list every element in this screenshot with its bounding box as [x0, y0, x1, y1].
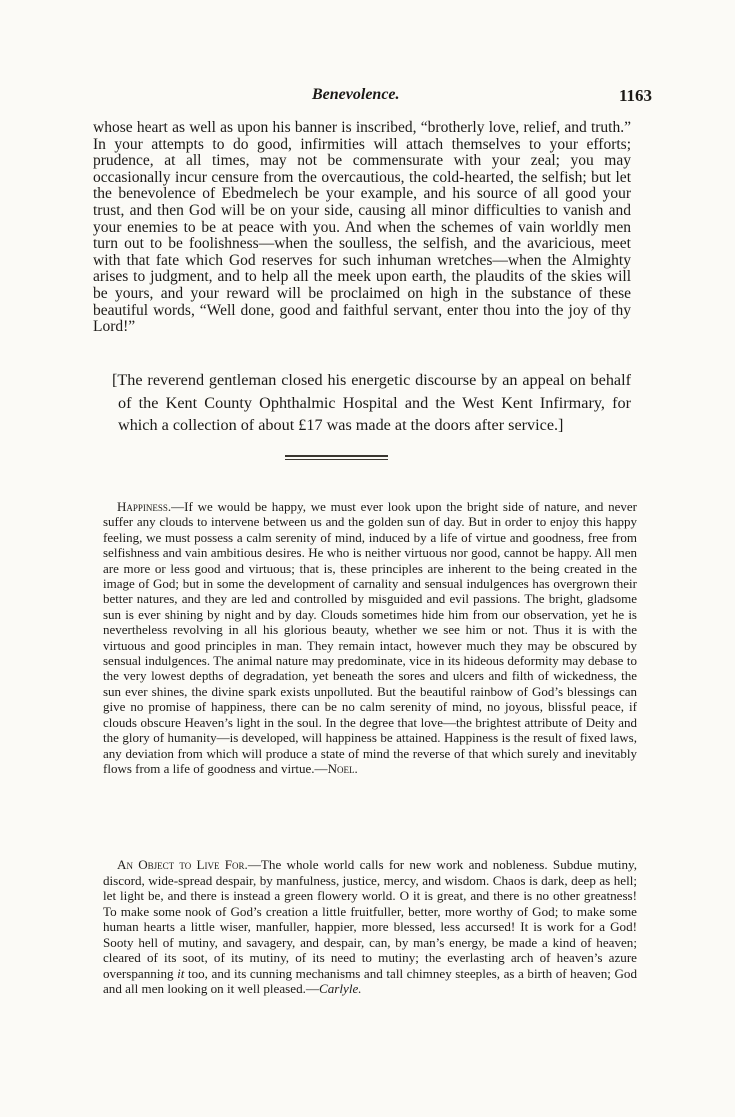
happiness-heading: Happiness. — [117, 499, 172, 514]
objective-emphasis: it — [177, 965, 185, 981]
happiness-body: —If we would be happy, we must ever look upon the bright side of nature, and never suffer any clouds to intervene between us and the golden sun of day. But in order to enjoy this happy feeling, we must possess a calm serenity of mind, induced by a life of virtue and goodness, free from selfishness and vain ambitious desires. He who is neither virtuous nor good, cannot be happy. All men are more or less good and virtuous; that is, these principles are inherent to the being created in the image of God; but in some the development of carnality and sensual indulgences has overgrown their better natures, and they are led and controlled by misguided and evil passions. The bright, gladsome sun is ever shining by night and by day. Clouds sometimes hide him from our observation, yet he is nevertheless revolving in all his glorious beauty, whether we see him or not. Thus it is with the virtuous and good principles in man. They remain intact, however much they may be obscured by sensual indulgences. The animal nature may predominate, vice in its hideous deformity may debase to the very lowest depths of degradation, yet beneath the sores and ulcers and filth of wickedness, the sun ever shines, the divine spark exists unpolluted. But the beautiful rainbow of God’s blessings can give no promise of happiness, there can be no calm serenity of mind, no joyous, blissful peace, if clouds obscure Heaven’s light in the soul. In the degree that love—the brightest attribute of Deity and the glory of humanity—is developed, will happiness be attained. Happiness is the result of fixed laws, any deviation from which will produce a state of mind the reverse of that which surely and inevitably flows from a life of goodness and virtue.— — [103, 499, 637, 776]
page-header — [90, 86, 652, 110]
object-to-live-for-article — [103, 857, 637, 997]
section-divider — [285, 455, 388, 462]
divider-line-thick — [285, 455, 388, 457]
happiness-article — [103, 499, 637, 776]
happiness-author: Noel. — [327, 760, 358, 776]
objective-author: Carlyle. — [319, 981, 362, 996]
running-title: Benevolence. — [312, 86, 400, 103]
objective-body-after: too, and its cunning mechanisms and tall chimney steeples, as a birth of heaven; God and all men looking on it well pleased.— — [103, 965, 637, 996]
sermon-conclusion — [93, 120, 631, 336]
sermon-paragraph: whose heart as well as upon his banner is inscribed, “brotherly love, relief, and truth.” In your attempts to do good, infirmities will attach themselves to your efforts; prudence, at all times, may not be commensurate with your zeal; you may occasionally incur censure from the overcautious, the cold-hearted, the selfish; but let the benevolence of Ebedmelech be your example, and his source of all good your trust, and then God will be on your side, causing all minor difficulties to vanish and your enemies to be at peace with you. And when the schemes of vain worldly men turn out to be foolishness—when the soulless, the selfish, and the avaricious, meet with that fate which God reserves for such inhuman wretches—when the Almighty arises to judgment, and to help all the meek upon earth, the plaudits of the skies will be yours, and your reward will be proclaimed on high in the substance of these beautiful words, “Well done, good and faithful servant, enter thou into the joy of thy Lord!” — [93, 119, 631, 336]
divider-line-thin — [285, 459, 388, 460]
closing-note: [The reverend gentleman closed his energetic discourse by an appeal on behalf of the Kent County Ophthalmic Hospital and the West Kent Infirmary, for which a collection of about £17 was made at the doors after service.] — [112, 371, 631, 435]
objective-heading: An Object to Live For. — [117, 857, 248, 872]
objective-body-before: —The whole world calls for new work and nobleness. Subdue mutiny, discord, wide-spread despair, by manfulness, justice, mercy, and wisdom. Chaos is dark, deep as hell; let light be, and there is instead a green flowery world. O it is great, and there is no other greatness! To make some nook of God’s creation a little fruitfuller, better, more worthy of God; to make some human hearts a little wiser, manfuller, happier, more blessed, less accursed! It is work for a God! Sooty hell of mutiny, and savagery, and despair, can, by man’s energy, be made a kind of heaven; cleared of its soot, of its mutiny, of its need to mutiny; the everlasting arch of heaven’s azure overspanning — [103, 857, 637, 981]
page-number: 1163 — [618, 86, 652, 105]
